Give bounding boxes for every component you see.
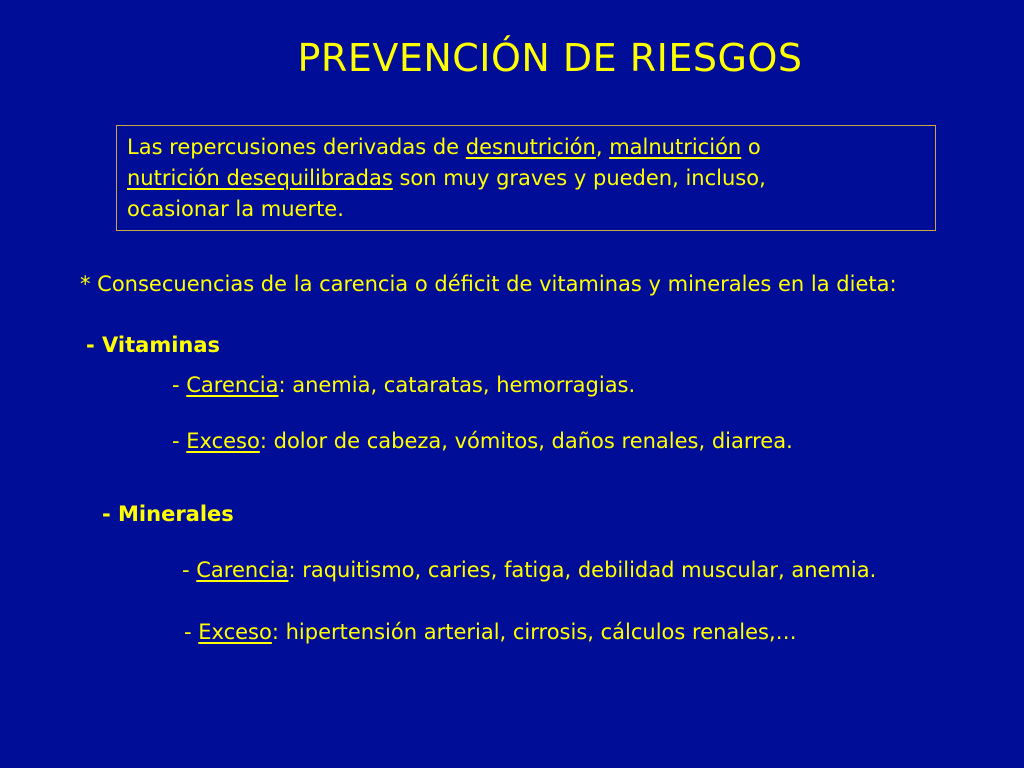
minerales-carencia-dash: - — [182, 558, 197, 582]
vitaminas-carencia-text: : anemia, cataratas, hemorragias. — [278, 373, 636, 397]
intro-text-pre: Las repercusiones derivadas de — [127, 135, 466, 159]
term-malnutricion: malnutrición — [609, 135, 742, 159]
minerales-carencia — [182, 558, 876, 582]
consequences-heading: * Consecuencias de la carencia o déficit de vitaminas y minerales en la dieta: — [80, 272, 897, 296]
minerales-carencia-label: Carencia — [196, 558, 289, 582]
minerales-exceso-dash: - — [184, 620, 199, 644]
intro-text-line3: ocasionar la muerte. — [127, 197, 344, 221]
vitaminas-exceso — [172, 429, 793, 453]
vitaminas-exceso-dash: - — [172, 429, 187, 453]
intro-sep-1: , — [595, 135, 610, 159]
term-desnutricion: desnutrición — [465, 135, 596, 159]
intro-sep-2: o — [741, 135, 761, 159]
minerales-carencia-text: : raquitismo, caries, fatiga, debilidad muscular, anemia. — [288, 558, 877, 582]
minerales-exceso-label: Exceso — [198, 620, 272, 644]
minerales-exceso — [184, 620, 797, 644]
vitaminas-exceso-label: Exceso — [186, 429, 260, 453]
slide-title: PREVENCIÓN DE RIESGOS — [297, 36, 803, 80]
intro-text-post: son muy graves y pueden, incluso, — [392, 166, 766, 190]
minerales-heading: - Minerales — [102, 502, 234, 526]
vitaminas-carencia-dash: - — [172, 373, 187, 397]
vitaminas-carencia-label: Carencia — [186, 373, 279, 397]
minerales-exceso-text: : hipertensión arterial, cirrosis, cálculos renales,… — [271, 620, 797, 644]
term-nutricion-desequilibradas: nutrición desequilibradas — [127, 166, 393, 190]
vitaminas-carencia — [172, 373, 635, 397]
vitaminas-exceso-text: : dolor de cabeza, vómitos, daños renales, diarrea. — [259, 429, 793, 453]
intro-box — [116, 125, 936, 231]
vitaminas-heading: - Vitaminas — [86, 333, 221, 357]
